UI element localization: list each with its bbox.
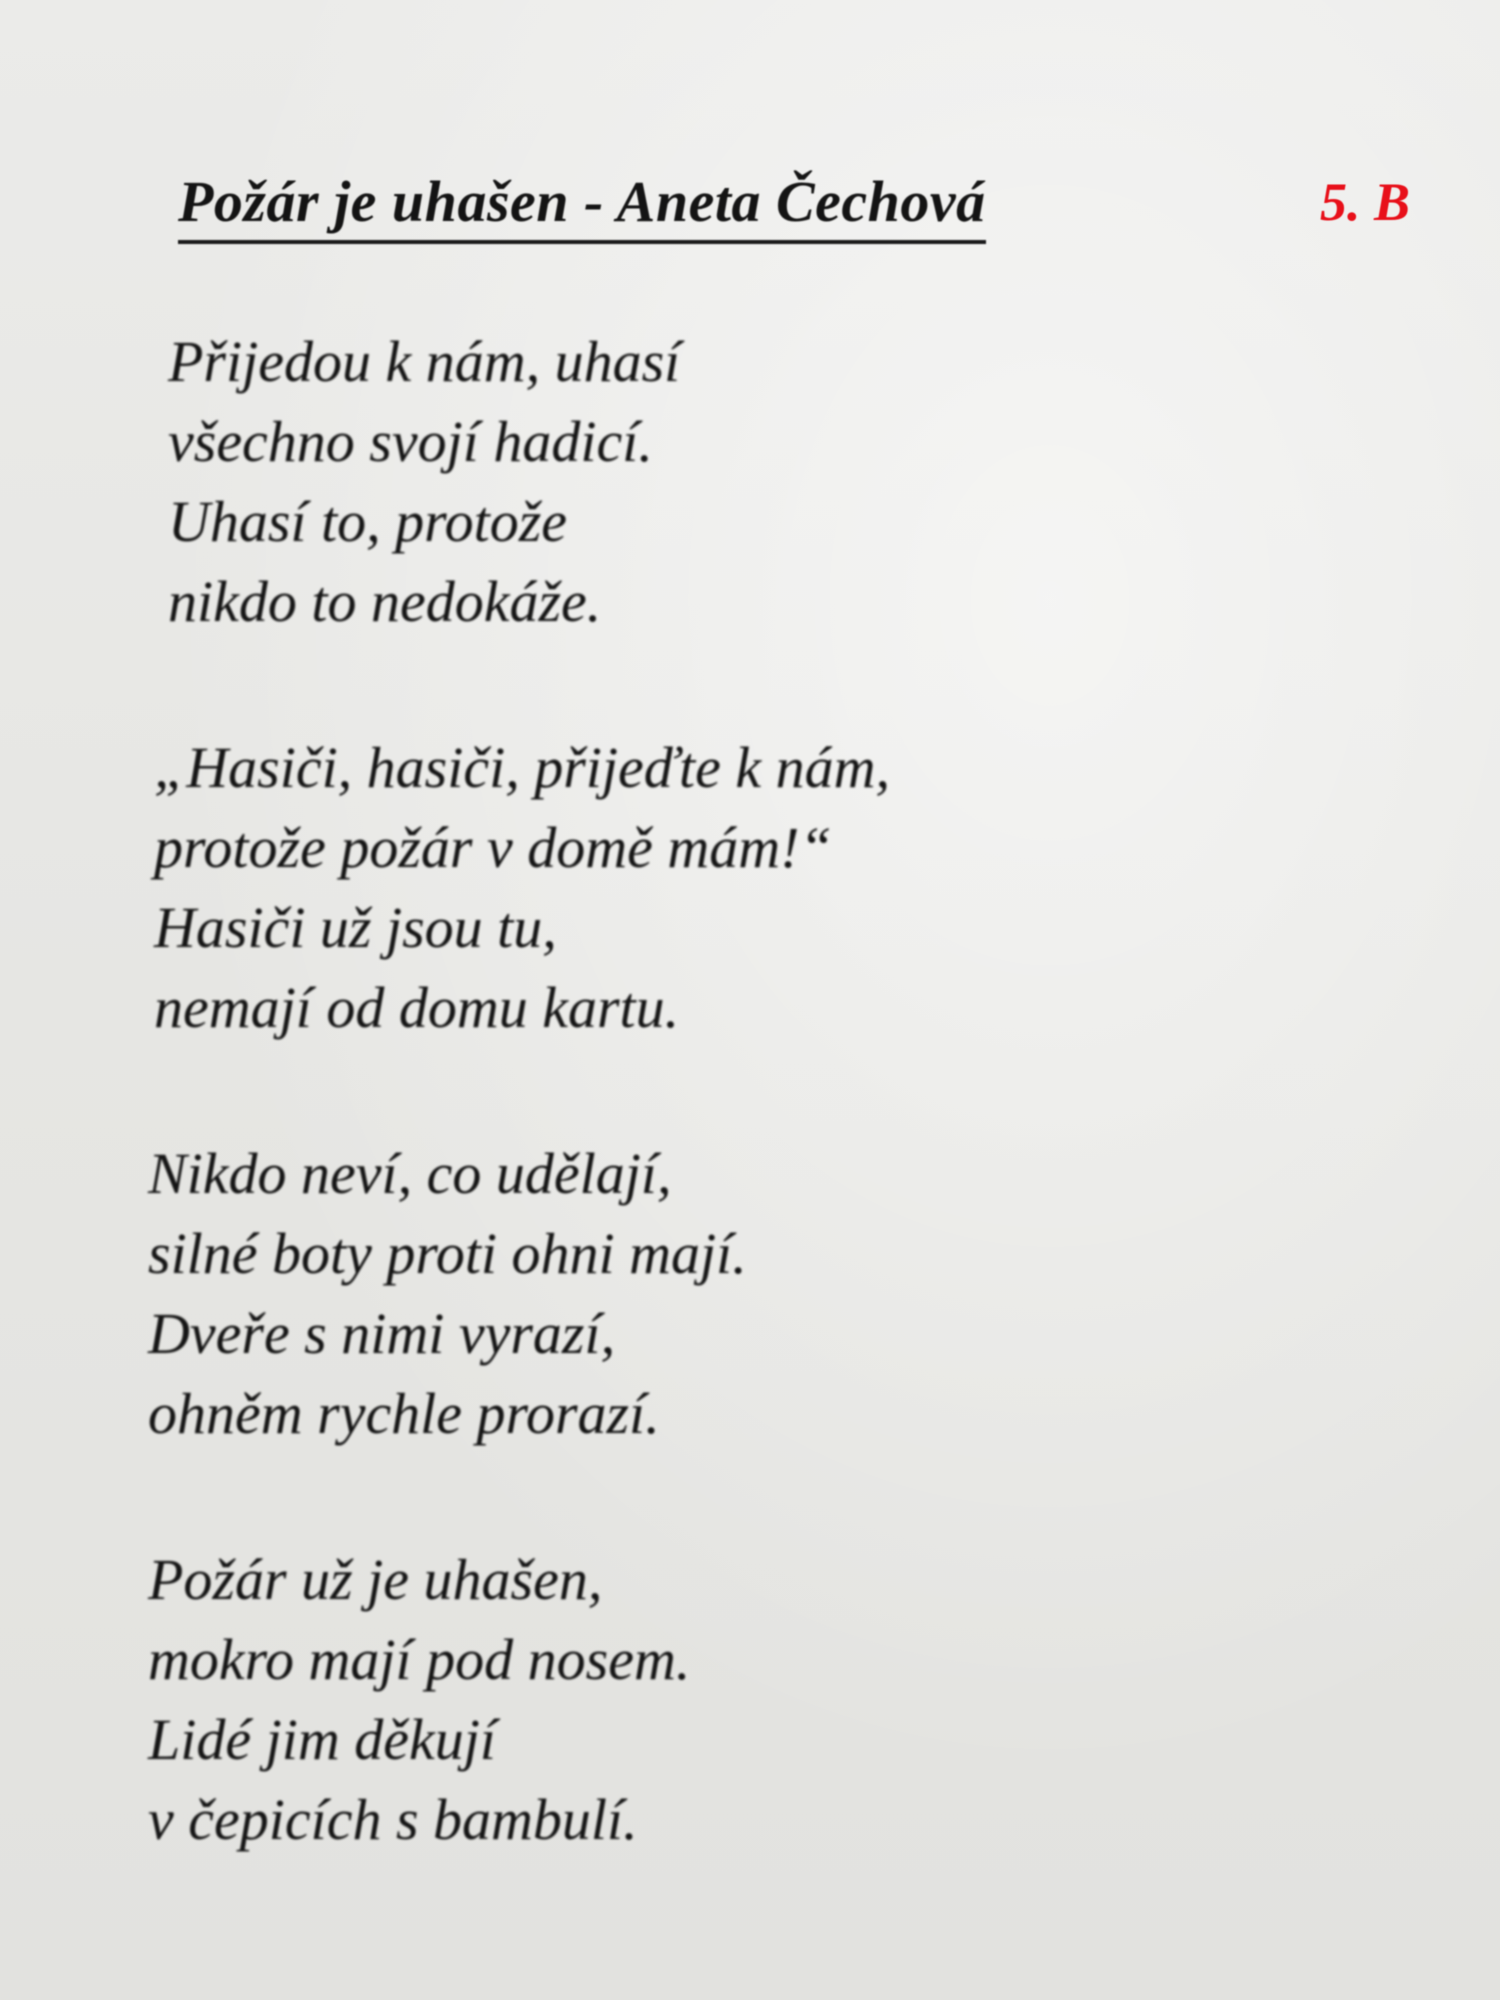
poem-title: Požár je uhašen - Aneta Čechová	[178, 168, 986, 244]
poem-line: v čepicích s bambulí.	[148, 1787, 638, 1852]
poem-line: Požár už je uhašen,	[148, 1547, 603, 1612]
poem-body	[148, 322, 1348, 1946]
poem-line: protože požár v domě mám!“	[154, 815, 832, 880]
poem-line: silné boty proti ohni mají.	[148, 1221, 747, 1286]
poem-line: Lidé jim děkují	[148, 1707, 496, 1772]
poem-line: Hasiči už jsou tu,	[154, 895, 557, 960]
stanza-4	[148, 1540, 1348, 1860]
poem-line: Nikdo neví, co udělají,	[148, 1141, 672, 1206]
class-label: 5. B	[1320, 172, 1411, 232]
poem-line: Uhasí to, protože	[168, 489, 568, 554]
stanza-3	[148, 1134, 1348, 1454]
poem-line: Dveře s nimi vyrazí,	[148, 1301, 616, 1366]
poem-line: nikdo to nedokáže.	[168, 569, 602, 634]
poem-line: nemají od domu kartu.	[154, 975, 680, 1040]
poem-line: „Hasiči, hasiči, přijeďte k nám,	[154, 735, 891, 800]
poem-line: všechno svojí hadicí.	[168, 409, 653, 474]
stanza-1	[148, 322, 1348, 642]
stanza-2	[148, 728, 1348, 1048]
title-row	[178, 168, 1458, 258]
poem-line: Přijedou k nám, uhasí	[168, 329, 681, 394]
poem-line: ohněm rychle prorazí.	[148, 1381, 660, 1446]
poem-line: mokro mají pod nosem.	[148, 1627, 691, 1692]
